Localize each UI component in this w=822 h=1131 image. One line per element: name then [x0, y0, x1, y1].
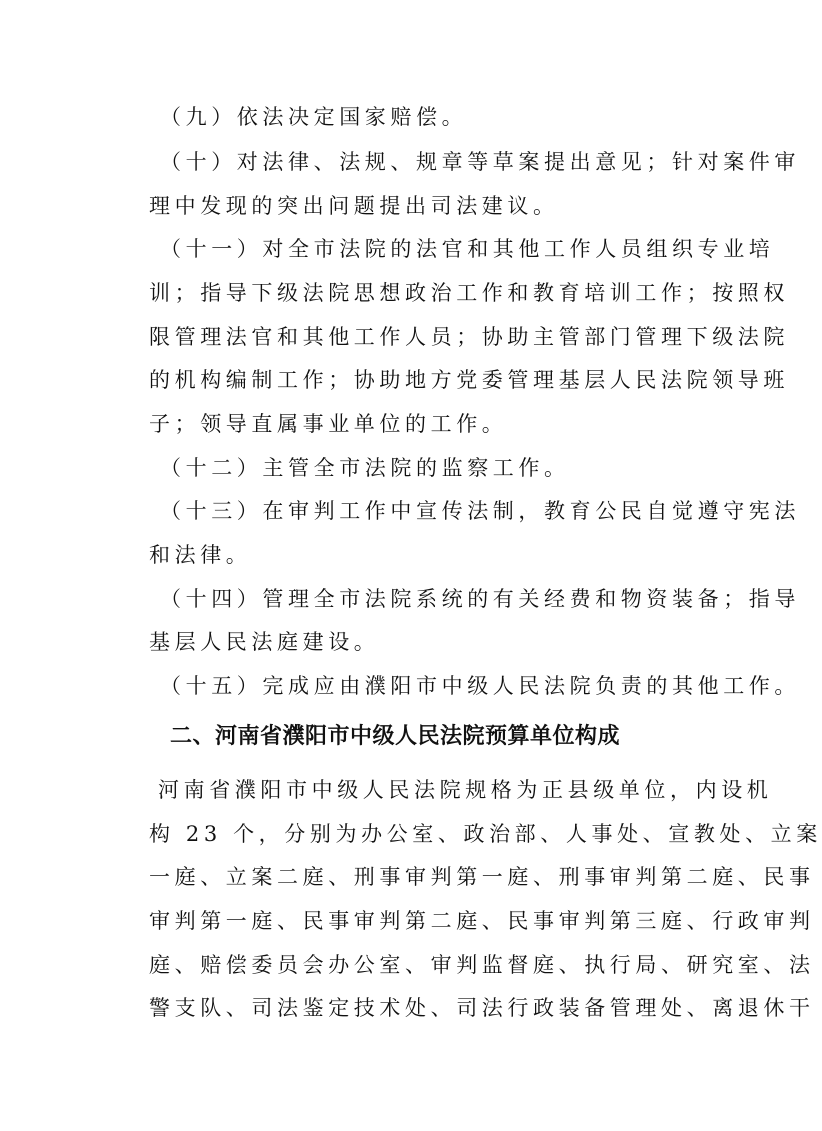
item-10-line-1: （十）对法律、法规、规章等草案提出意见；针对案件审 [160, 150, 800, 174]
item-11-line-1: （十一）对全市法院的法官和其他工作人员组织专业培 [160, 237, 775, 261]
section-2-line: 警支队、司法鉴定技术处、司法行政装备管理处、离退休干 [149, 996, 815, 1020]
item-11-line-2: 训；指导下级法院思想政治工作和教育培训工作；按照权 [149, 281, 789, 305]
item-13-line-1: （十三）在审判工作中宣传法制，教育公民自觉遵守宪法 [160, 499, 800, 523]
section-2-line: 河南省濮阳市中级人民法院规格为正县级单位，内设机 [158, 778, 773, 802]
item-11-line-5: 子；领导直属事业单位的工作。 [149, 412, 508, 436]
item-14-line-2: 基层人民法庭建设。 [149, 630, 380, 654]
section-2-heading: 二、河南省濮阳市中级人民法院预算单位构成 [170, 724, 621, 749]
item-11-line-4: 的机构编制工作；协助地方党委管理基层人民法院领导班 [149, 368, 789, 392]
item-12: （十二）主管全市法院的监察工作。 [160, 456, 570, 480]
section-2-line: 一庭、立案二庭、刑事审判第一庭、刑事审判第二庭、民事 [149, 865, 815, 889]
item-13-line-2: 和法律。 [149, 543, 252, 567]
section-2-line: 庭、赔偿委员会办公室、审判监督庭、执行局、研究室、法 [149, 953, 815, 977]
item-11-line-3: 限管理法官和其他工作人员；协助主管部门管理下级法院 [149, 325, 789, 349]
section-2-line: 构 23 个，分别为办公室、政治部、人事处、宣教处、立案 [149, 822, 822, 846]
item-14-line-1: （十四）管理全市法院系统的有关经费和物资装备；指导 [160, 587, 800, 611]
section-2-line: 审判第一庭、民事审判第二庭、民事审判第三庭、行政审判 [149, 909, 815, 933]
item-10-line-2: 理中发现的突出问题提出司法建议。 [149, 194, 559, 218]
item-15: （十五）完成应由濮阳市中级人民法院负责的其他工作。 [160, 674, 800, 698]
item-9: （九）依法决定国家赔偿。 [160, 105, 468, 129]
